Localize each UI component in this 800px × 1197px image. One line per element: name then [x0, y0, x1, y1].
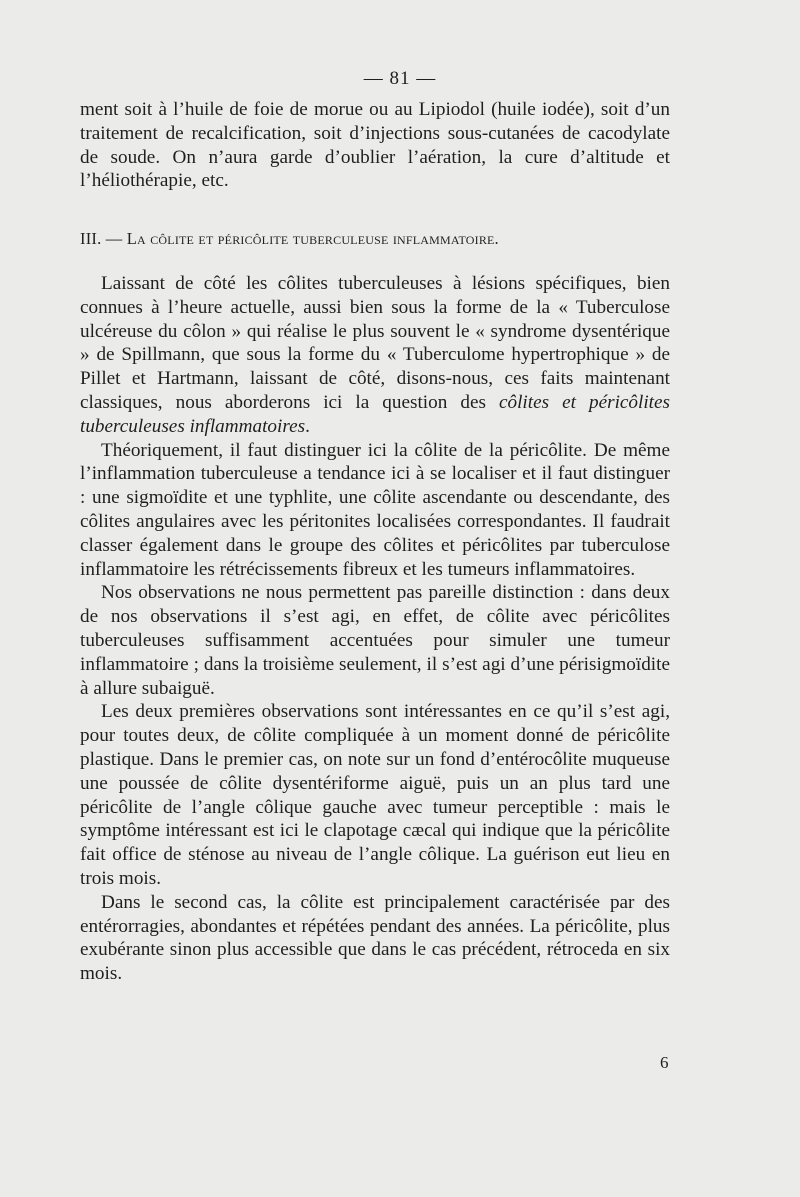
paragraph-end: . — [305, 415, 310, 437]
section-heading: III. — La côlite et péricôlite tuberculeuse inflammatoire. — [80, 229, 499, 248]
paragraph: Nos observations ne nous permettent pas pareille distinction : dans deux de nos observations il s’est agi, en effet, de côlite avec péricôlites tuberculeuses suffisamment accentuées pour simuler une tumeur inflammatoire ; dans la troisième seulement, il s’est agi d’une périsigmoïdite à allure subaiguë. — [80, 582, 670, 699]
page-number: — 81 — — [363, 68, 437, 89]
signature-mark: 6 — [660, 1053, 669, 1072]
intro-paragraph-block — [80, 98, 670, 193]
emphasized-term: côlites et péricôlites tuberculeuses inflammatoires — [80, 391, 670, 437]
body-text — [80, 272, 670, 986]
paragraph — [80, 272, 670, 439]
intro-paragraph: ment soit à l’huile de foie de morue ou au Lipiodol (huile iodée), soit d’un traitement de recalcification, soit d’injections sous-cutanées de cacodylate de soude. On n’aura garde d’oublier l’aération, la cure d’altitude et l’héliothérapie, etc. — [80, 99, 670, 192]
paragraph-text: Laissant de côté les côlites tuberculeuses à lésions spécifiques, bien connues à l’heure actuelle, aussi bien sous la forme de la « Tuberculose ulcéreuse du côlon » qui réalise le plus souvent le « syndrome dysentérique » de Spillmann, que sous la forme du « Tuberculome hypertrophique » de Pillet et Hartmann, laissant de côté, disons-nous, ces faits maintenant classiques, nous aborderons ici la question des — [80, 273, 670, 413]
paragraph: Dans le second cas, la côlite est principalement caractérisée par des entérorragies, abondantes et répétées pendant des années. La péricôlite, plus exubérante sinon plus accessible que dans le cas précédent, rétroceda en six mois. — [80, 891, 670, 985]
paragraph: Les deux premières observations sont intéressantes en ce qu’il s’est agi, pour toutes deux, de côlite compliquée à un moment donné de péricôlite plastique. Dans le premier cas, on note sur un fond d’entérocôlite muqueuse une poussée de côlite dysentériforme aiguë, puis un an plus tard une péricôlite de l’angle côlique gauche avec tumeur perceptible : mais le symptôme intéressant est ici le clapotage cæcal qui indique que la péricôlite fait office de sténose au niveau de l’angle côlique. La guérison eut lieu en trois mois. — [80, 701, 670, 889]
paragraph: Théoriquement, il faut distinguer ici la côlite de la péricôlite. De même l’inflammation tuberculeuse a tendance ici à se localiser et il faut distinguer : une sigmoïdite et une typhlite, une côlite ascendante ou descendante, des côlites angulaires avec les péritonites localisées correspondantes. Il faudrait classer également dans le groupe des côlites et péricôlites par tuberculose inflammatoire les rétrécissements fibreux et les tumeurs inflammatoires. — [80, 439, 670, 580]
